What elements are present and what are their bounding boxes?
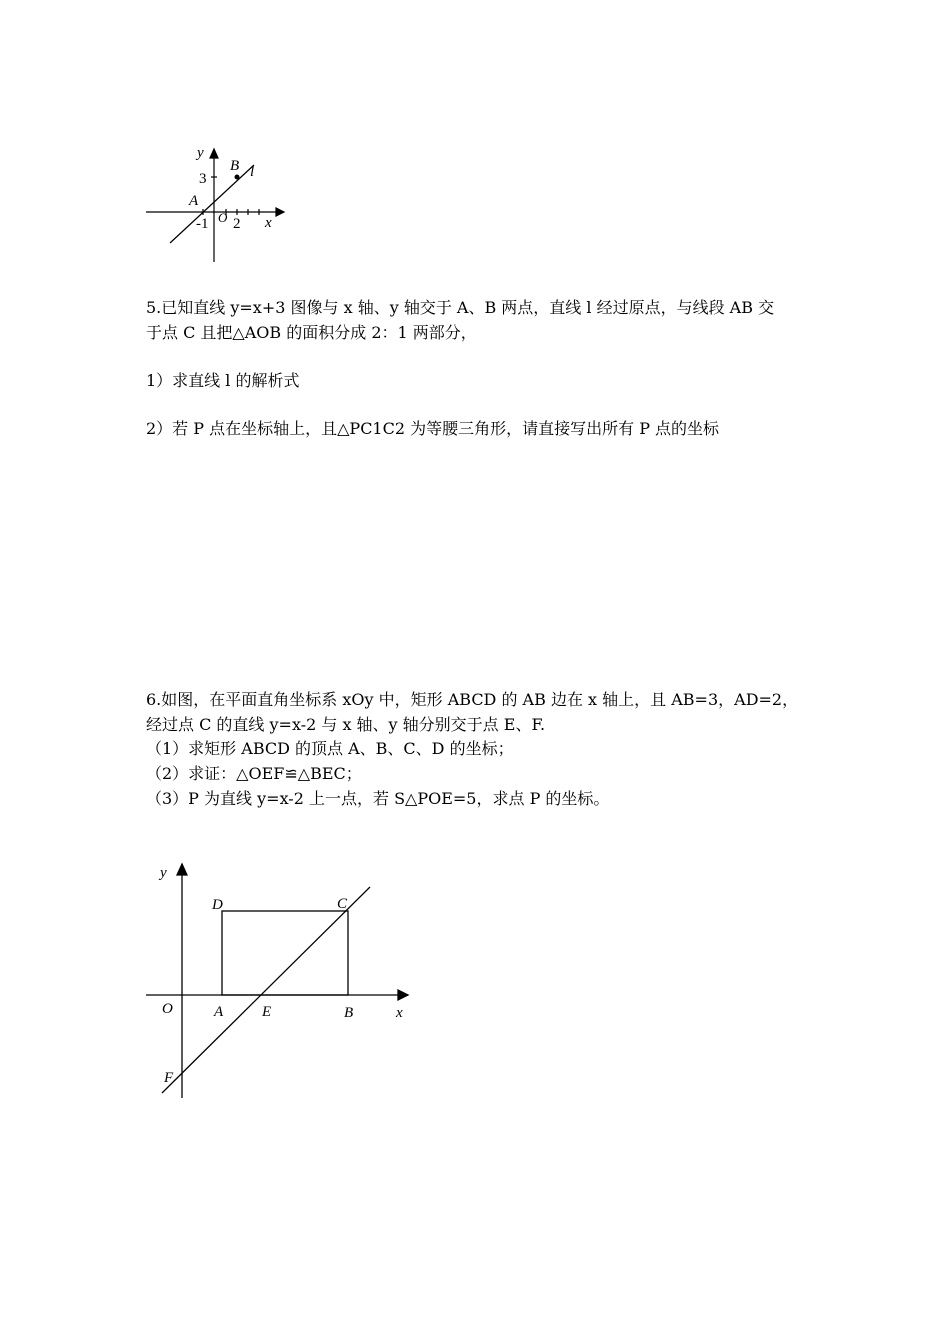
fig1-label-O: O: [218, 210, 228, 225]
rectangle-ABCD: [222, 911, 348, 995]
problem6-question1: （1）求矩形 ABCD 的顶点 A、B、C、D 的坐标；: [146, 739, 514, 758]
fig2-y-axis-arrow: [177, 864, 187, 875]
problem6-question3: （3）P 为直线 y=x-2 上一点，若 S△POE=5，求点 P 的坐标。: [146, 789, 610, 808]
fig1-label-l: l: [250, 164, 255, 180]
fig2-x-axis-arrow: [398, 990, 408, 1000]
fig2-label-B: B: [344, 1005, 354, 1021]
problem5-question2: 2）若 P 点在坐标轴上，且△PC1C2 为等腰三角形，请直接写出所有 P 点的坐标: [146, 419, 720, 438]
fig1-label-2: 2: [233, 216, 241, 232]
fig1-label-y: y: [197, 145, 204, 161]
fig2-label-A: A: [214, 1004, 224, 1020]
fig2-label-D: D: [212, 897, 223, 913]
fig2-label-x: x: [396, 1005, 403, 1021]
fig2-label-F: F: [164, 1070, 174, 1086]
problem6-line2: 经过点 C 的直线 y=x-2 与 x 轴、y 轴分别交于点 E、F.: [146, 715, 546, 734]
line-y-eq-x-minus-2: [162, 887, 370, 1093]
point-B: [235, 175, 240, 180]
fig1-label-3: 3: [199, 171, 207, 187]
problem6-question2: （2）求证：△OEF≌△BEC；: [146, 764, 362, 783]
fig2-label-y: y: [160, 865, 167, 881]
problem6-line1: 6.如图，在平面直角坐标系 xOy 中，矩形 ABCD 的 AB 边在 x 轴上，且 AB=3，AD=2，: [146, 690, 799, 709]
fig2-label-O: O: [162, 1001, 173, 1017]
fig2-label-C: C: [337, 896, 348, 912]
figure-2: [146, 864, 408, 1098]
y-axis-arrow: [210, 149, 218, 158]
fig1-label-x: x: [265, 215, 272, 231]
fig1-label-B: B: [230, 158, 240, 174]
problem5-line1: 5.已知直线 y=x+3 图像与 x 轴、y 轴交于 A、B 两点，直线 l 经过原点，与线段 AB 交: [146, 298, 775, 317]
fig1-label-minus-1: -1: [196, 216, 209, 232]
fig2-label-E: E: [262, 1004, 272, 1020]
problem5-question1: 1）求直线 l 的解析式: [146, 371, 300, 390]
x-axis-arrow: [276, 208, 284, 216]
figure-1: [146, 149, 284, 262]
fig1-label-A: A: [189, 193, 199, 209]
problem5-line2: 于点 C 且把△AOB 的面积分成 2：1 两部分，: [146, 323, 477, 342]
